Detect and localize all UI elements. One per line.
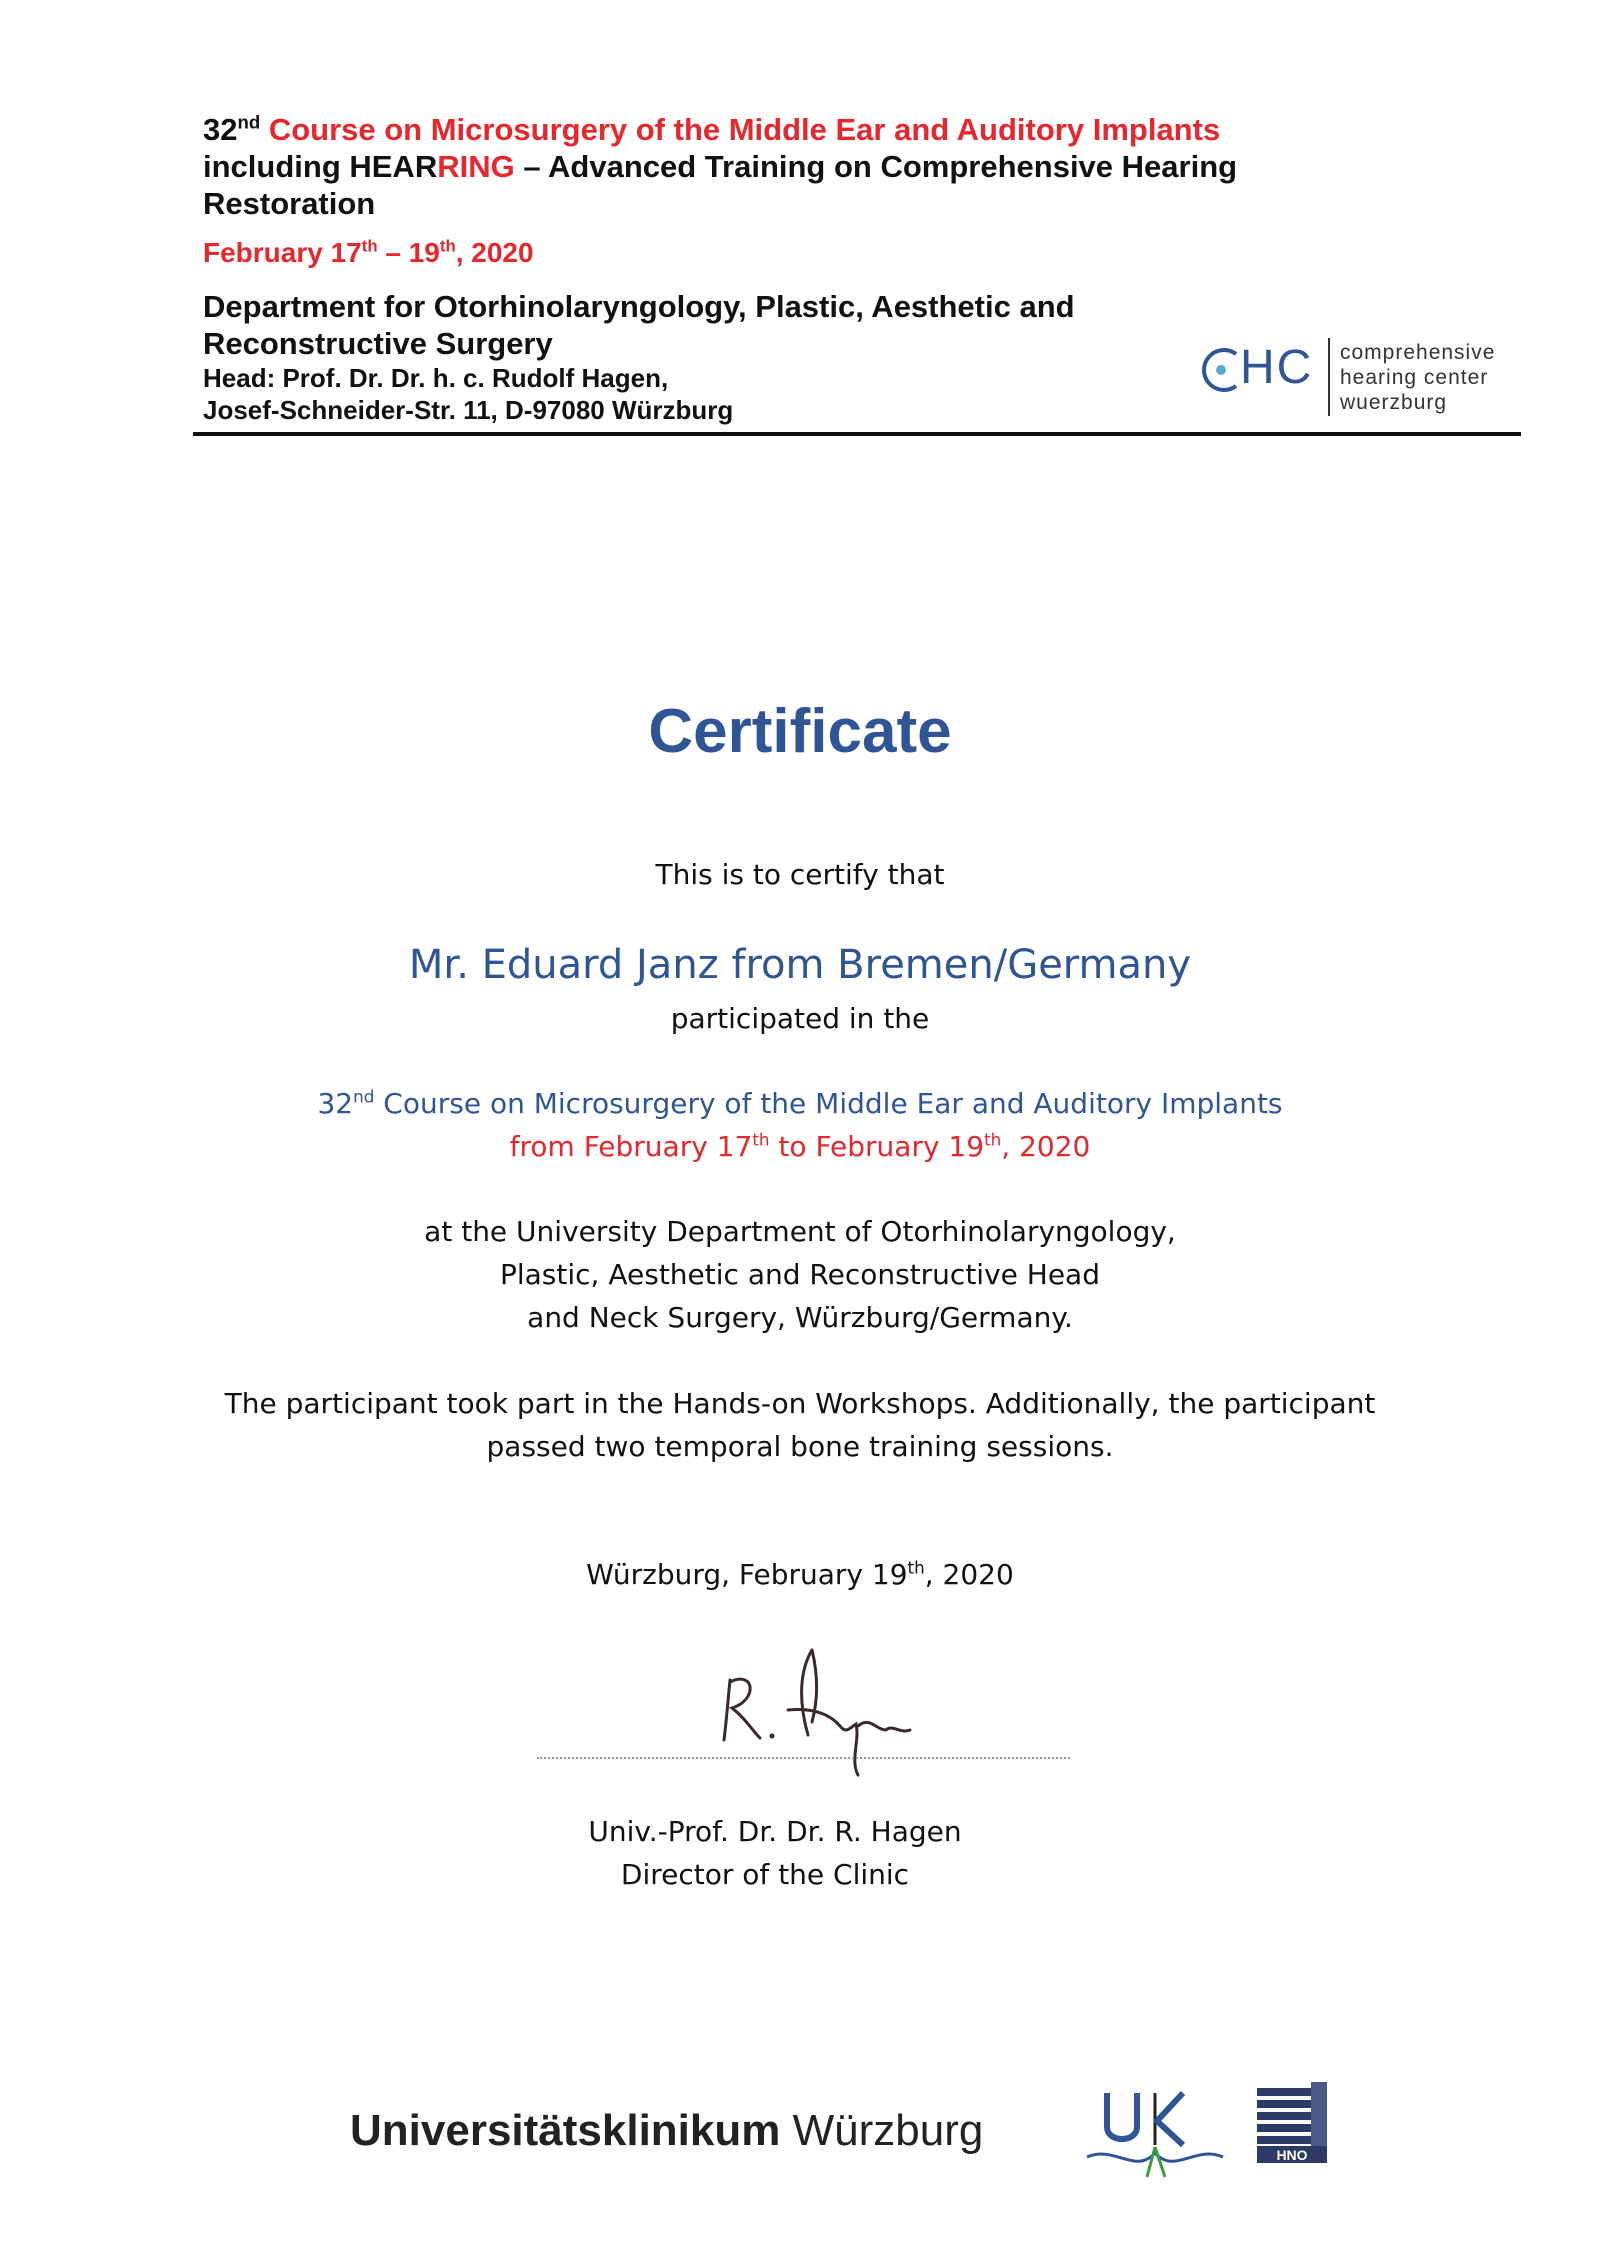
course-dates-line: from February 17th to February 19th, 2020 (509, 1129, 1091, 1163)
course-header-line3: Restoration (203, 186, 376, 221)
chc-logo (1200, 338, 1520, 418)
course-header-line2: including HEARRING – Advanced Training on Comprehensive Hearing (203, 149, 1238, 184)
certificate-title: Certificate (648, 697, 952, 766)
participated-text: participated in the (670, 1002, 930, 1035)
certify-intro: This is to certify that (655, 858, 945, 891)
location-line3: and Neck Surgery, Würzburg/Germany. (527, 1301, 1073, 1334)
signer-title: Director of the Clinic (620, 1858, 910, 1891)
recipient-name: Mr. Eduard Janz from Bremen/Germany (408, 942, 1192, 988)
chc-divider (1328, 338, 1330, 416)
location-line2: Plastic, Aesthetic and Reconstructive Head (499, 1258, 1100, 1291)
chc-mark-text: HC (1240, 341, 1314, 394)
department-head: Head: Prof. Dr. Dr. h. c. Rudolf Hagen, (203, 363, 669, 393)
chc-text: comprehensive hearing center wuerzburg (1340, 341, 1496, 414)
course-title-line: 32nd Course on Microsurgery of the Middle Ear and Auditory Implants (317, 1086, 1283, 1120)
chc-c-icon (1200, 344, 1242, 396)
department-name-line2: Reconstructive Surgery (203, 326, 553, 361)
hno-logo-icon (1255, 2080, 1335, 2165)
course-header-line1: 32nd Course on Microsurgery of the Middle Ear and Auditory Implants (203, 111, 1221, 147)
uk-logo-icon (1085, 2085, 1225, 2180)
header-divider (193, 432, 1521, 436)
location-line1: at the University Department of Otorhinolaryngology, (424, 1215, 1176, 1248)
place-and-date: Würzburg, February 19th, 2020 (586, 1557, 1014, 1591)
svg-text:HNO: HNO (1276, 2147, 1308, 2163)
department-address: Josef-Schneider-Str. 11, D-97080 Würzburg (203, 395, 734, 425)
workshop-line1: The participant took part in the Hands-on Workshops. Additionally, the participant (224, 1387, 1376, 1420)
signature-line (537, 1757, 1070, 1759)
svg-text:UK: UK (1155, 2179, 1157, 2180)
department-name-line1: Department for Otorhinolaryngology, Plastic, Aesthetic and (203, 289, 1075, 324)
workshop-line2: passed two temporal bone training sessions. (486, 1430, 1114, 1463)
course-header-date: February 17th – 19th, 2020 (203, 236, 534, 268)
university-hospital-name: Universitätsklinikum Würzburg (350, 2106, 984, 2155)
signer-name: Univ.-Prof. Dr. Dr. R. Hagen (588, 1815, 962, 1848)
